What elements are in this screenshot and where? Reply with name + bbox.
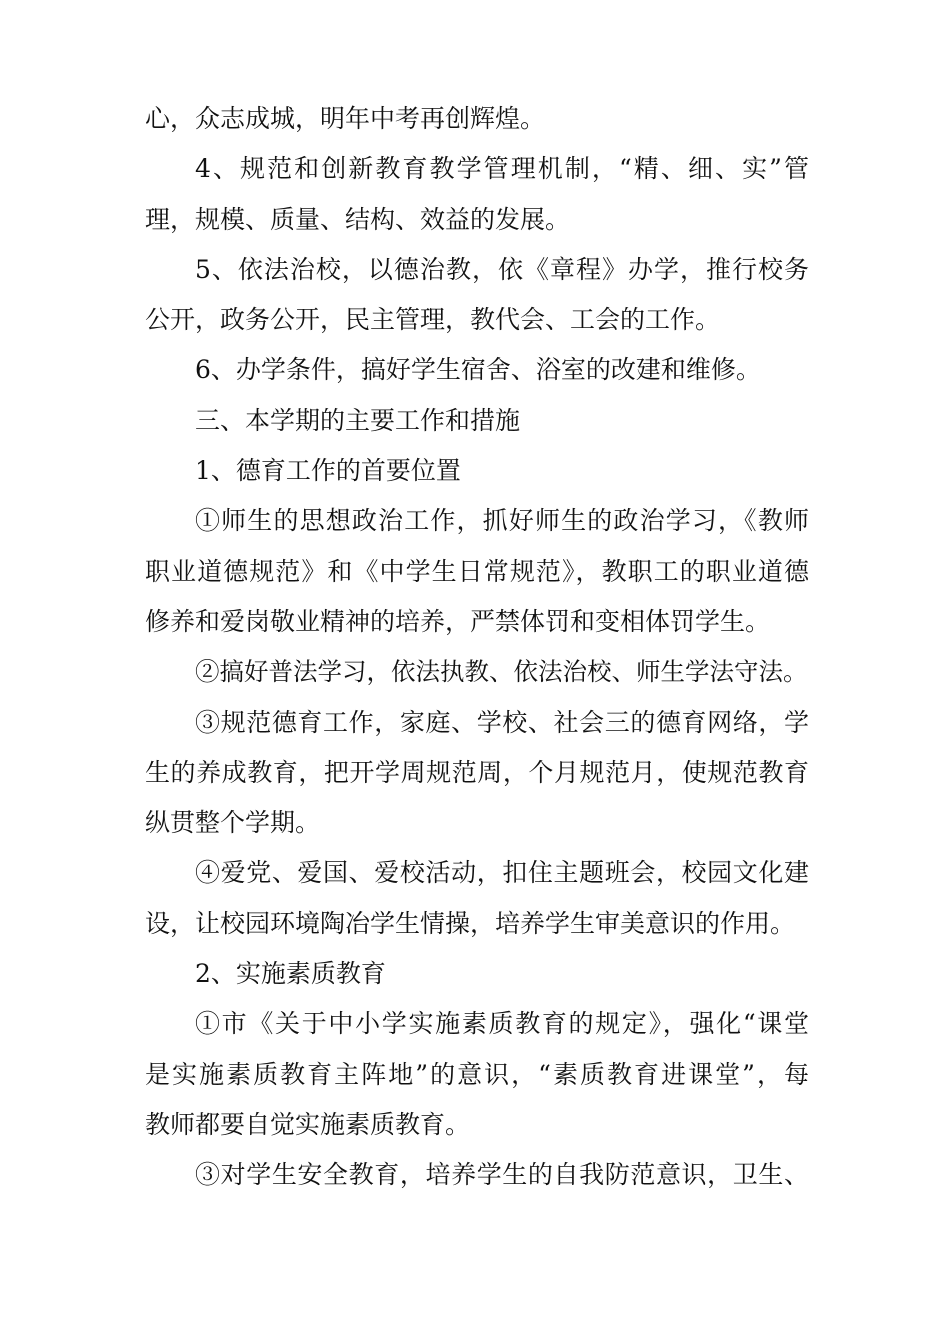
text-line: 纵贯整个学期。 xyxy=(145,808,321,838)
text-line: 公开，政务公开，民主管理，教代会、工会的工作。 xyxy=(145,305,721,335)
text-line: 教师都要自觉实施素质教育。 xyxy=(145,1109,471,1139)
text-line: 6、办学条件，搞好学生宿舍、浴室的改建和维修。 xyxy=(195,355,761,385)
text-line: 修养和爱岗敬业精神的培养，严禁体罚和变相体罚学生。 xyxy=(145,606,771,636)
text-line: ④爱党、爱国、爱校活动，扣住主题班会，校园文化建 xyxy=(195,858,809,888)
document-body xyxy=(145,94,809,1201)
text-line: 职业道德规范》和《中学生日常规范》，教职工的职业道德 xyxy=(145,556,809,586)
text-line: 2、实施素质教育 xyxy=(195,959,386,989)
text-line: 5、依法治校，以德治教，依《章程》办学，推行校务 xyxy=(195,254,809,284)
text-line: ③规范德育工作，家庭、学校、社会三的德育网络，学 xyxy=(195,707,809,737)
text-line: ②搞好普法学习，依法执教、依法治校、师生学法守法。 xyxy=(195,657,808,687)
text-line: 生的养成教育，把开学周规范周，个月规范月，使规范教育 xyxy=(145,757,809,787)
text-line: ①师生的思想政治工作，抓好师生的政治学习，《教师 xyxy=(195,506,809,536)
text-line: 是实施素质教育主阵地”的意识，“素质教育进课堂”，每 xyxy=(145,1059,809,1089)
text-line: 三、本学期的主要工作和措施 xyxy=(195,405,521,435)
text-line: 心，众志成城，明年中考再创辉煌。 xyxy=(145,104,546,133)
text-line: 4、规范和创新教育教学管理机制，“精、细、实”管 xyxy=(195,154,809,184)
text-line: ③对学生安全教育，培养学生的自我防范意识，卫生、 xyxy=(195,1160,809,1190)
text-line: 理，规模、质量、结构、效益的发展。 xyxy=(145,204,571,234)
text-line: 1、德育工作的首要位置 xyxy=(195,456,461,486)
text-line: 设，让校园环境陶冶学生情操，培养学生审美意识的作用。 xyxy=(145,908,796,938)
text-line: ①市《关于中小学实施素质教育的规定》，强化“课堂 xyxy=(195,1009,809,1039)
